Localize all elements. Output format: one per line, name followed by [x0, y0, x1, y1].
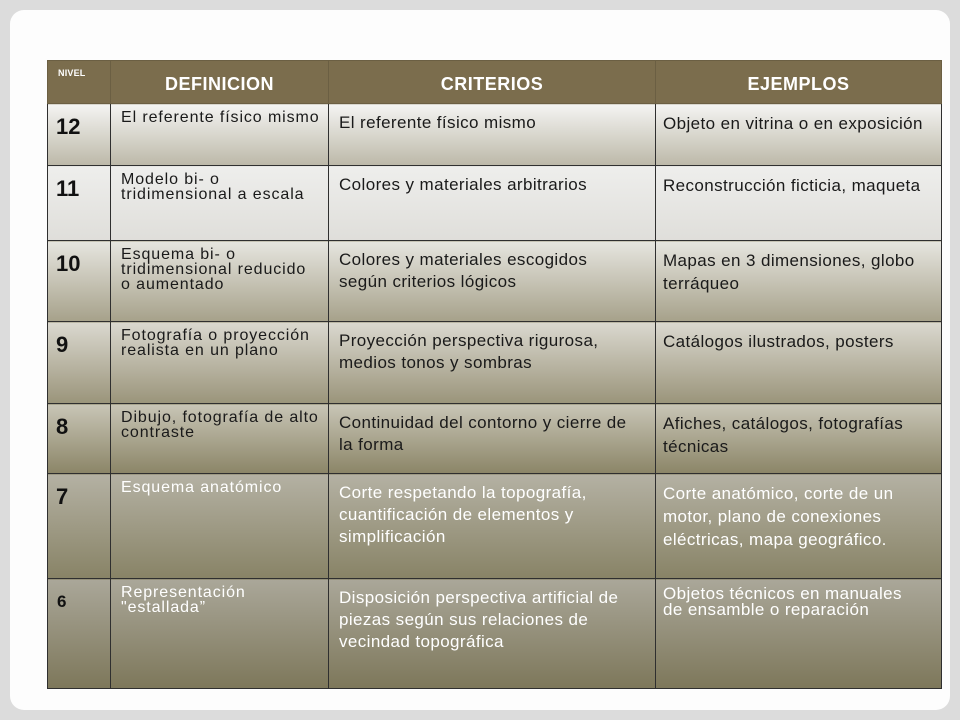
levels-table	[47, 60, 942, 689]
table-row	[48, 104, 942, 166]
table-row	[48, 579, 942, 689]
level-cell: 8	[48, 404, 111, 474]
ejemplos-cell: Objetos técnicos en manuales de ensamble o reparación	[656, 579, 942, 689]
header-definicion: DEFINICION	[111, 61, 329, 104]
table-row	[48, 322, 942, 404]
table-row	[48, 474, 942, 579]
level-cell: 11	[48, 166, 111, 241]
criterios-cell: Proyección perspectiva rigurosa, medios tonos y sombras	[329, 322, 656, 404]
definicion-cell: El referente físico mismo	[111, 104, 329, 166]
level-cell: 10	[48, 241, 111, 322]
level-cell: 9	[48, 322, 111, 404]
criterios-cell: Continuidad del contorno y cierre de la forma	[329, 404, 656, 474]
criterios-cell: Colores y materiales arbitrarios	[329, 166, 656, 241]
header-ejemplos: EJEMPLOS	[656, 61, 942, 104]
table-row	[48, 404, 942, 474]
ejemplos-cell: Reconstrucción ficticia, maqueta	[656, 166, 942, 241]
header-nivel: NIVEL	[48, 61, 111, 104]
level-cell: 7	[48, 474, 111, 579]
header-row	[48, 61, 942, 104]
ejemplos-cell: Afiches, catálogos, fotografías técnicas	[656, 404, 942, 474]
criterios-cell: Disposición perspectiva artificial de piezas según sus relaciones de vecindad topográfica	[329, 579, 656, 689]
definicion-cell: Esquema anatómico	[111, 474, 329, 579]
ejemplos-cell: Objeto en vitrina o en exposición	[656, 104, 942, 166]
ejemplos-cell: Catálogos ilustrados, posters	[656, 322, 942, 404]
ejemplos-cell: Corte anatómico, corte de un motor, plano de conexiones eléctricas, mapa geográfico.	[656, 474, 942, 579]
level-cell: 12	[48, 104, 111, 166]
criterios-cell: Corte respetando la topografía, cuantificación de elementos y simplificación	[329, 474, 656, 579]
table-row	[48, 241, 942, 322]
header-criterios: CRITERIOS	[329, 61, 656, 104]
criterios-cell: El referente físico mismo	[329, 104, 656, 166]
definicion-cell: Esquema bi- o tridimensional reducido o aumentado	[111, 241, 329, 322]
ejemplos-cell: Mapas en 3 dimensiones, globo terráqueo	[656, 241, 942, 322]
slide-panel	[10, 10, 950, 710]
definicion-cell: Fotografía o proyección realista en un plano	[111, 322, 329, 404]
level-cell: 6	[48, 579, 111, 689]
definicion-cell: Representación "estallada”	[111, 579, 329, 689]
table-row	[48, 166, 942, 241]
definicion-cell: Modelo bi- o tridimensional a escala	[111, 166, 329, 241]
criterios-cell: Colores y materiales escogidos según criterios lógicos	[329, 241, 656, 322]
definicion-cell: Dibujo, fotografía de alto contraste	[111, 404, 329, 474]
